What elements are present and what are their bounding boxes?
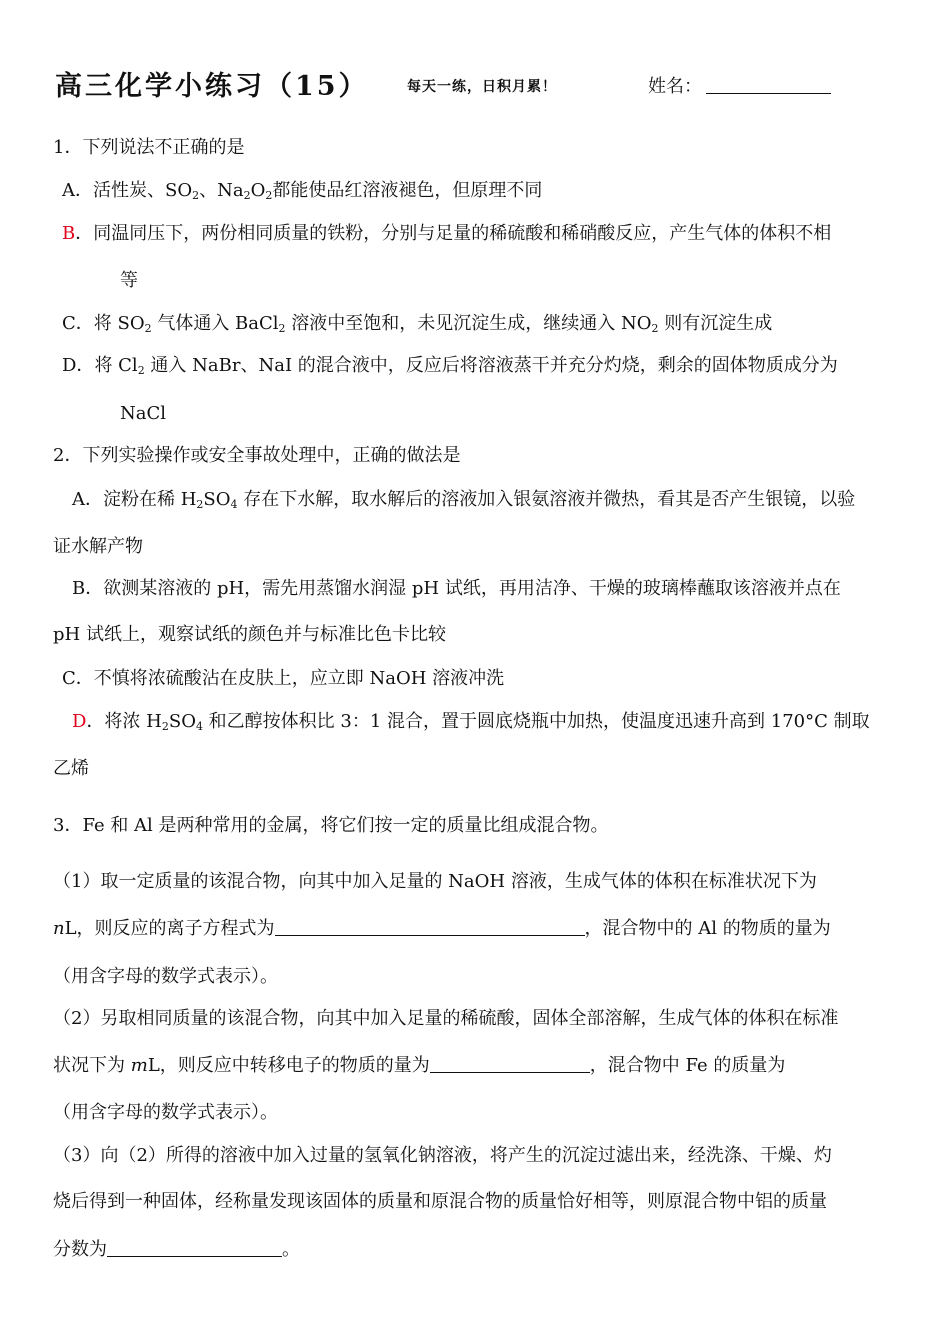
q2-option-a-cont: 证水解产物	[53, 536, 143, 557]
q1-option-a: A．活性炭、$SO_2$、$Na_2O_2$都能使品红溶液褪色，但原理不同	[62, 180, 543, 202]
q2-stem: 2．下列实验操作或安全事故处理中，正确的做法是	[53, 445, 461, 466]
motto: 每天一练，日积月累！	[407, 79, 557, 95]
q2-option-c: C．不慎将浓硫酸沾在皮肤上，应立即 NaOH 溶液冲洗	[62, 668, 505, 689]
q3-part1-answer-blank[interactable]	[275, 917, 585, 936]
q3-part2-line1: （2）另取相同质量的该混合物，向其中加入足量的稀硫酸，固体全部溶解，生成气体的体积在标准	[53, 1008, 839, 1029]
name-blank[interactable]	[706, 93, 831, 94]
q1-option-b: B．同温同压下，两份相同质量的铁粉，分别与足量的稀硫酸和稀硝酸反应，产生气体的体积不相	[62, 223, 832, 244]
q3-part2-answer-blank[interactable]	[430, 1054, 590, 1073]
q3-part1-line3: （用含字母的数学式表示）。	[53, 966, 278, 987]
q2-option-a: A．淀粉在稀 $H_2SO_4$ 存在下水解，取水解后的溶液加入银氨溶液并微热，看其是否产生银镜，以验	[72, 489, 856, 511]
q3-part3-answer-blank[interactable]	[107, 1238, 282, 1257]
q2-option-b-cont: pH 试纸上，观察试纸的颜色并与标准比色卡比较	[53, 624, 446, 645]
worksheet-title: 高三化学小练习（15）	[55, 71, 369, 102]
q3-part3-line1: （3）向（2）所得的溶液中加入过量的氢氧化钠溶液，将产生的沉淀过滤出来，经洗涤、干燥、灼	[53, 1145, 832, 1166]
q1-option-d-cont: NaCl	[120, 403, 167, 424]
q3-part2-line2: 状况下为 mL，则反应中转移电子的物质的量为 ，混合物中 Fe 的质量为	[53, 1055, 786, 1076]
q3-part2-line3: （用含字母的数学式表示）。	[53, 1102, 278, 1123]
q2-option-d-cont: 乙烯	[53, 758, 89, 779]
q2-option-b: B．欲测某溶液的 pH，需先用蒸馏水润湿 pH 试纸，再用洁净、干燥的玻璃棒蘸取该溶液并点在	[72, 578, 841, 599]
q3-part1-line1: （1）取一定质量的该混合物，向其中加入足量的 NaOH 溶液，生成气体的体积在标准状况下为	[53, 871, 817, 892]
q3-part1-line2: nL，则反应的离子方程式为 ，混合物中的 Al 的物质的量为	[53, 918, 831, 939]
q1-stem: 1．下列说法不正确的是	[53, 137, 245, 158]
q2-option-d: D．将浓 $H_2SO_4$ 和乙醇按体积比 3：1 混合，置于圆底烧瓶中加热，使温度迅速升高到 170°C 制取	[72, 711, 870, 733]
q3-part3-line3: 分数为 。	[53, 1239, 300, 1260]
q1-option-d: D．将 $Cl_2$ 通入 NaBr、NaI 的混合液中，反应后将溶液蒸干并充分灼烧，剩余的固体物质成分为	[62, 355, 838, 377]
q3-stem: 3．Fe 和 Al 是两种常用的金属，将它们按一定的质量比组成混合物。	[53, 815, 609, 836]
q3-part3-line2: 烧后得到一种固体，经称量发现该固体的质量和原混合物的质量恰好相等，则原混合物中铝的质量	[53, 1191, 827, 1212]
q2-option-d-label: D	[72, 711, 87, 732]
q1-option-c: C．将 $SO_2$ 气体通入 BaCl$_2$ 溶液中至饱和，未见沉淀生成，继续通入 $NO_2$ 则有沉淀生成	[62, 313, 773, 335]
q1-option-b-cont: 等	[120, 270, 138, 291]
q1-option-b-label: B	[62, 223, 76, 244]
name-label: 姓名：	[648, 76, 702, 97]
